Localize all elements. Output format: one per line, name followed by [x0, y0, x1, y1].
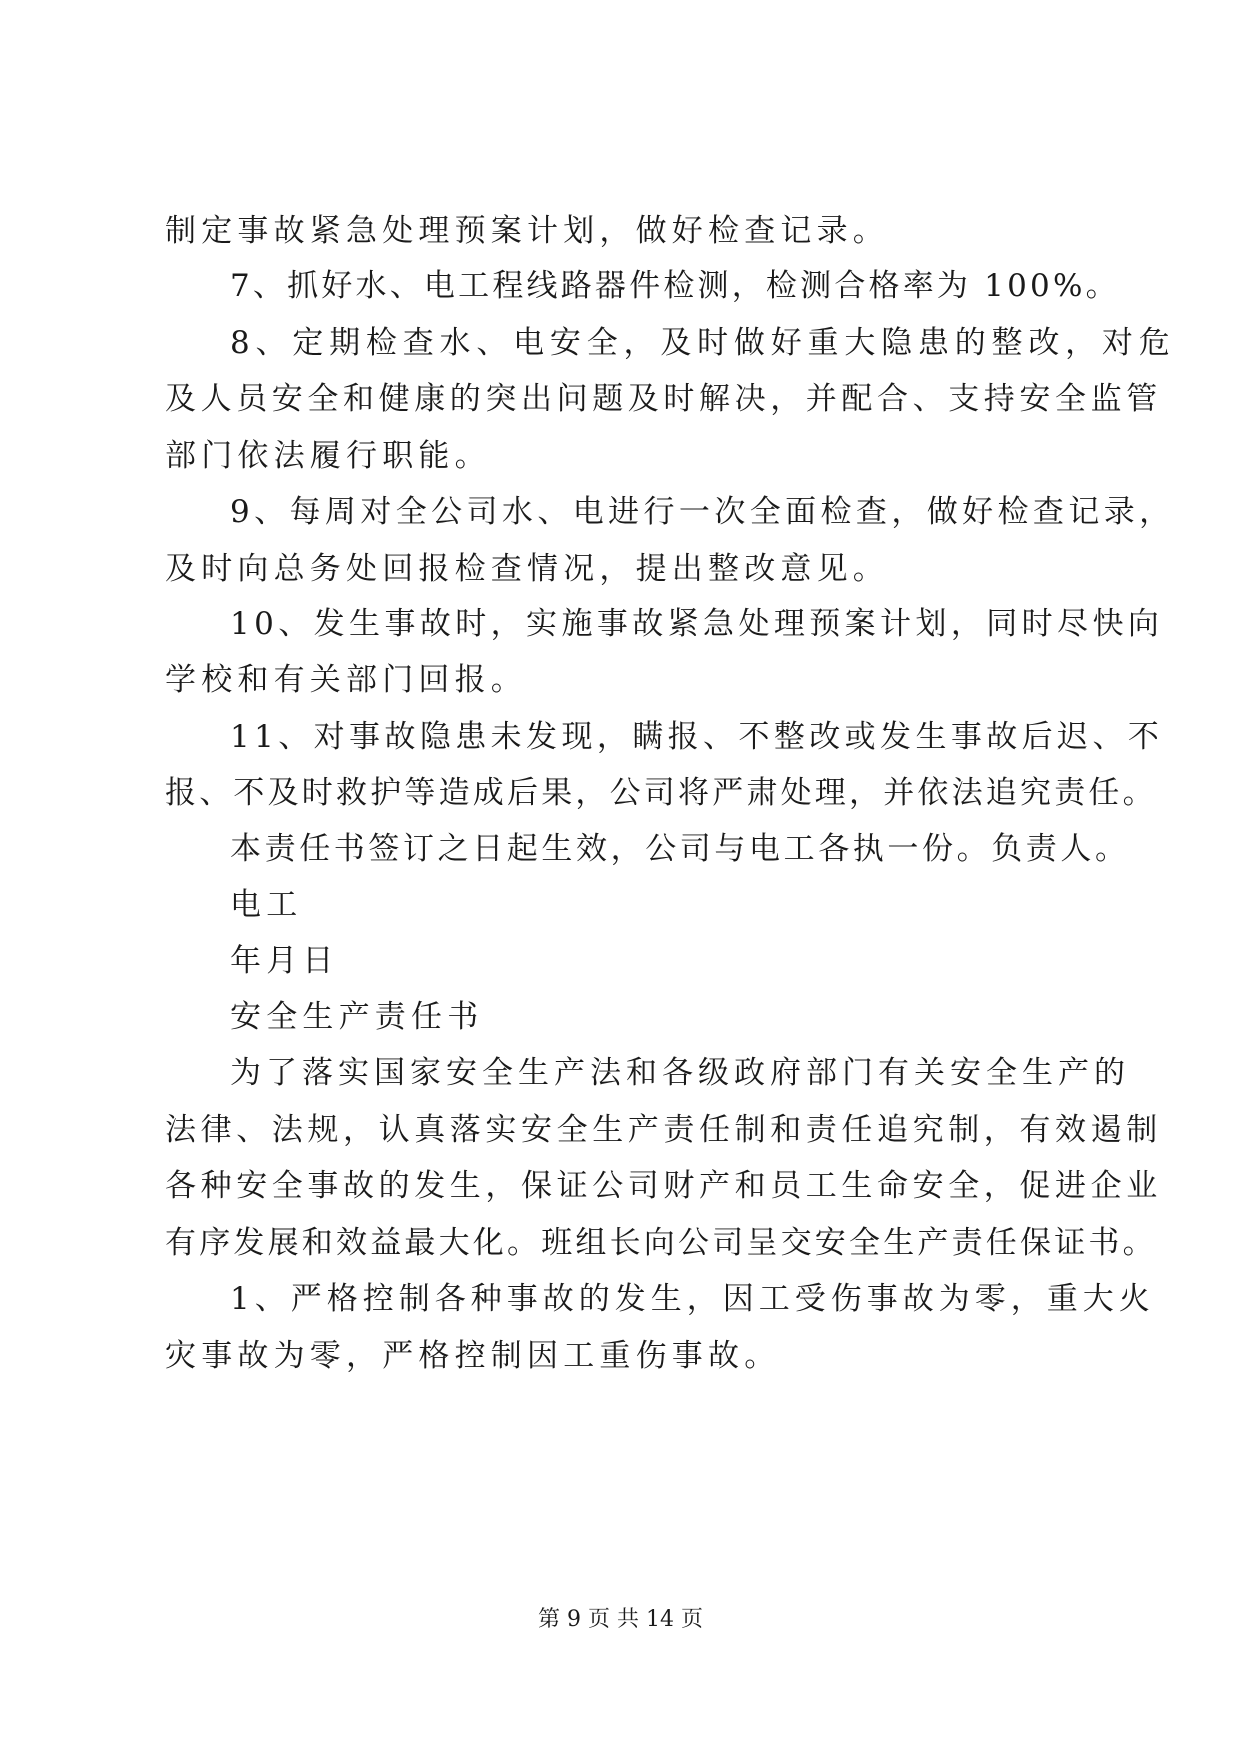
text-line: 11、对事故隐患未发现，瞒报、不整改或发生事故后迟、不	[230, 719, 1164, 755]
text-line: 及人员安全和健康的突出问题及时解决，并配合、支持安全监管	[165, 381, 1162, 417]
text-line: 有序发展和效益最大化。班组长向公司呈交安全生产责任保证书。	[165, 1225, 1157, 1261]
text-line: 7、抓好水、电工程线路器件检测，检测合格率为 100%。	[230, 268, 1120, 304]
text-line: 为了落实国家安全生产法和各级政府部门有关安全生产的	[230, 1055, 1130, 1091]
text-line: 电工	[230, 887, 303, 923]
text-line: 本责任书签订之日起生效，公司与电工各执一份。负责人。	[230, 831, 1130, 867]
text-line: 1、严格控制各种事故的发生，因工受伤事故为零，重大火	[230, 1281, 1155, 1317]
text-line: 各种安全事故的发生，保证公司财产和员工生命安全，促进企业	[165, 1168, 1162, 1204]
text-line: 年月日	[230, 943, 339, 979]
text-line: 10、发生事故时，实施事故紧急处理预案计划，同时尽快向	[230, 606, 1164, 642]
text-line: 部门依法履行职能。	[165, 438, 491, 474]
text-line: 8、定期检查水、电安全，及时做好重大隐患的整改，对危	[230, 325, 1176, 361]
text-line: 安全生产责任书	[230, 999, 484, 1035]
text-line: 灾事故为零，严格控制因工重伤事故。	[165, 1338, 781, 1374]
text-line: 法律、法规，认真落实安全生产责任制和责任追究制，有效遏制	[165, 1112, 1162, 1148]
text-line: 制定事故紧急处理预案计划，做好检查记录。	[165, 213, 889, 249]
page-number-footer: 第 9 页 共 14 页	[538, 1607, 703, 1632]
text-line: 学校和有关部门回报。	[165, 662, 527, 698]
text-line: 及时向总务处回报检查情况，提出整改意见。	[165, 551, 889, 587]
text-line: 9、每周对全公司水、电进行一次全面检查，做好检查记录，	[230, 494, 1175, 530]
text-line: 报、不及时救护等造成后果，公司将严肃处理，并依法追究责任。	[165, 775, 1157, 811]
